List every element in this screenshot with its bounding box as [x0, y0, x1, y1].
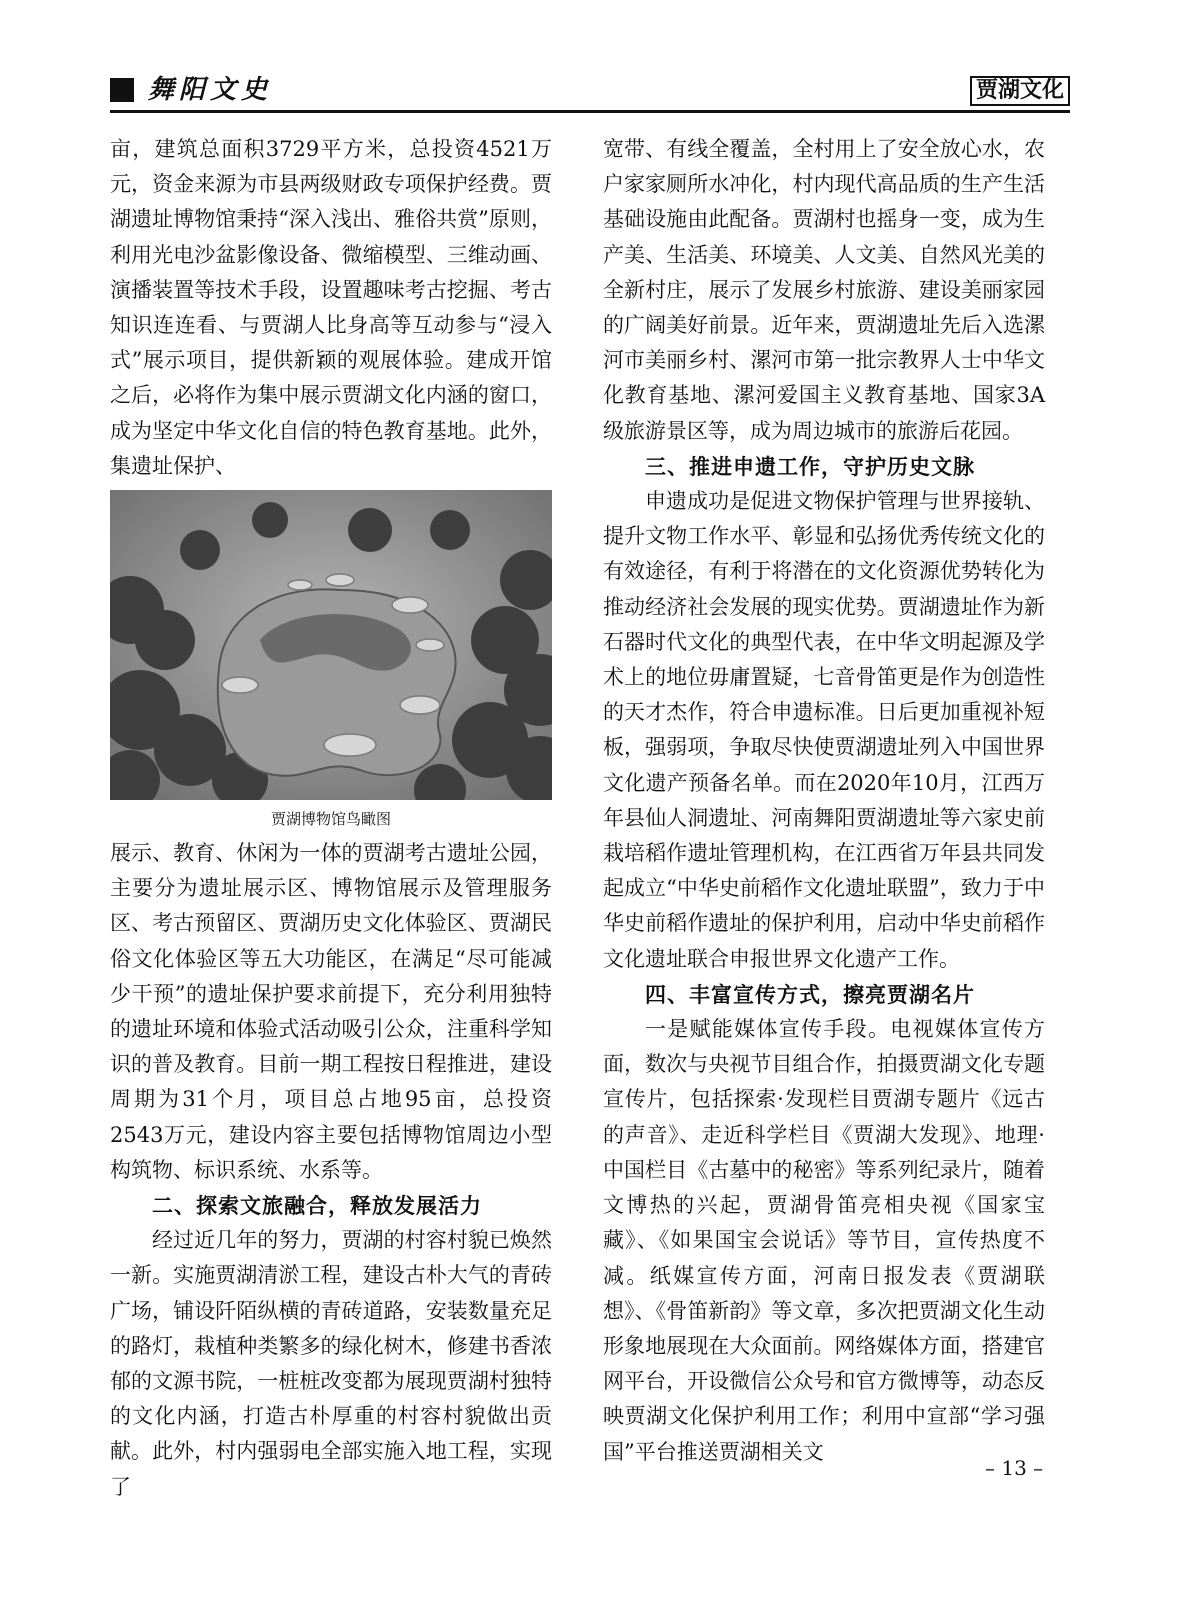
section-heading: 三、推进申遗工作，守护历史文脉	[645, 453, 975, 479]
paragraph: 宽带、有线全覆盖，全村用上了安全放心水，农户家家厕所水冲化，村内现代高品质的生产生活基础设施由此配备。贾湖村也摇身一变，成为生产美、生活美、环境美、人文美、自然风光美的全新村庄，展示了发展乡村旅游、建设美丽家园的广阔美好前景。近年来，贾湖遗址先后入选漯河市美丽乡村、漯河市第一批宗教界人士中华文化教育基地、漯河爱国主义教育基地、国家3A级旅游景区等，成为周边城市的旅游后花园。	[603, 137, 1045, 443]
page-header	[110, 74, 1070, 110]
section-heading: 二、探索文旅融合，释放发展活力	[152, 1193, 482, 1219]
left-column	[110, 132, 552, 1505]
header-square-mark	[110, 78, 134, 102]
figure-caption: 贾湖博物馆鸟瞰图	[270, 810, 391, 829]
right-column	[603, 132, 1045, 1470]
paragraph: 经过近几年的努力，贾湖的村容村貌已焕然一新。实施贾湖清淤工程，建设古朴大气的青砖广场，铺设阡陌纵横的青砖道路，安装数量充足的路灯，栽植种类繁多的绿化树木，修建书香浓郁的文源书院，一桩桩改变都为展现贾湖村独特的文化内涵，打造古朴厚重的村容村貌做出贡献。此外，村内强弱电全部实施入地工程，实现了	[110, 1228, 552, 1499]
paragraph: 亩，建筑总面积3729平方米，总投资4521万元，资金来源为市县两级财政专项保护经费。贾湖遗址博物馆秉持“深入浅出、雅俗共赏”原则，利用光电沙盆影像设备、微缩模型、三维动画、演播装置等技术手段，设置趣味考古挖掘、考古知识连连看、与贾湖人比身高等互动参与“浸入式”展示项目，提供新颖的观展体验。建成开馆之后，必将作为集中展示贾湖文化内涵的窗口，成为坚定中华文化自信的特色教育基地。此外，集遗址保护、	[110, 137, 552, 478]
header-rule	[110, 110, 1070, 113]
section-label: 贾湖文化	[970, 76, 1070, 106]
paragraph: 申遗成功是促进文物保护管理与世界接轨、提升文物工作水平、彰显和弘扬优秀传统文化的有效途径，有利于将潜在的文化资源优势转化为推动经济社会发展的现实优势。贾湖遗址作为新石器时代文化的典型代表，在中华文明起源及学术上的地位毋庸置疑，七音骨笛更是作为创造性的天才杰作，符合申遗标准。日后更加重视补短板，强弱项，争取尽快使贾湖遗址列入中国世界文化遗产预备名单。而在2020年10月，江西万年县仙人洞遗址、河南舞阳贾湖遗址等六家史前栽培稻作遗址管理机构，在江西省万年县共同发起成立“中华史前稻作文化遗址联盟”，致力于中华史前稻作遗址的保护利用，启动中华史前稻作文化遗址联合申报世界文化遗产工作。	[603, 489, 1045, 971]
page-number: – 13 –	[985, 1456, 1044, 1480]
museum-aerial-photo	[110, 490, 552, 800]
section-heading: 四、丰富宣传方式，擦亮贾湖名片	[645, 981, 975, 1007]
publication-title: 舞阳文史	[148, 75, 273, 105]
paragraph: 一是赋能媒体宣传手段。电视媒体宣传方面，数次与央视节目组合作，拍摄贾湖文化专题宣传片，包括探索·发现栏目贾湖专题片《远古的声音》、走近科学栏目《贾湖大发现》、地理·中国栏目《古墓中的秘密》等系列纪录片，随着文博热的兴起，贾湖骨笛亮相央视《国家宝藏》、《如果国宝会说话》等节目，宣传热度不减。纸媒宣传方面，河南日报发表《贾湖联想》、《骨笛新韵》等文章，多次把贾湖文化生动形象地展现在大众面前。网络媒体方面，搭建官网平台，开设微信公众号和官方微博等，动态反映贾湖文化保护利用工作；利用中宣部“学习强国”平台推送贾湖相关文	[603, 1017, 1045, 1464]
paragraph: 展示、教育、休闲为一体的贾湖考古遗址公园，主要分为遗址展示区、博物馆展示及管理服务区、考古预留区、贾湖历史文化体验区、贾湖民俗文化体验区等五大功能区，在满足“尽可能减少干预”的遗址保护要求前提下，充分利用独特的遗址环境和体验式活动吸引公众，注重科学知识的普及教育。目前一期工程按日程推进，建设周期为31个月，项目总占地95亩，总投资2543万元，建设内容主要包括博物馆周边小型构筑物、标识系统、水系等。	[110, 841, 552, 1182]
